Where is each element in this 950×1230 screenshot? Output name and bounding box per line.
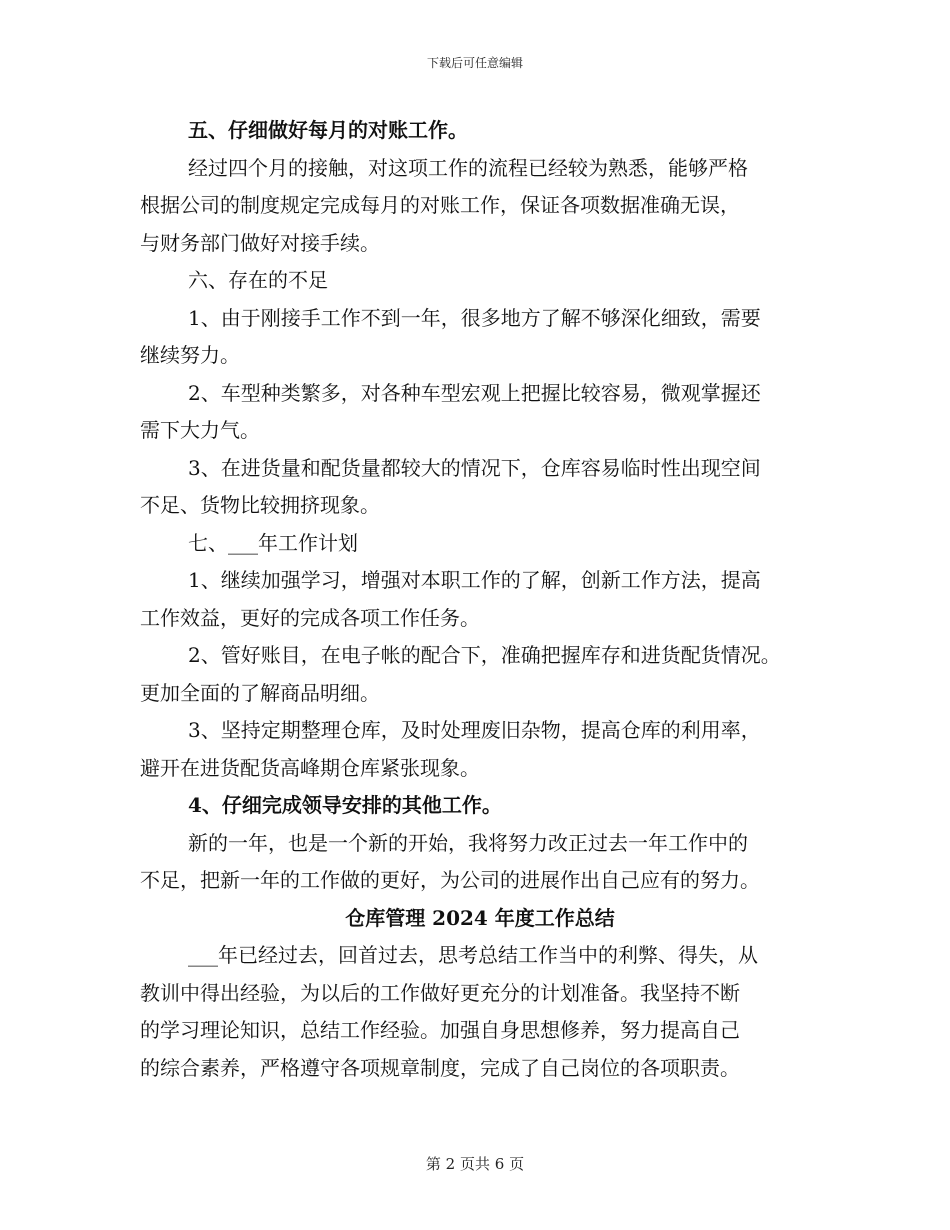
text-line: 继续努力。	[140, 343, 240, 367]
text-line: 工作效益，更好的完成各项工作任务。	[140, 605, 480, 630]
text-line: 教训中得出经验，为以后的工作做好更充分的计划准备。我坚持不断	[140, 980, 740, 1005]
text-line: ___年已经过去，回首过去，思考总结工作当中的利弊、得失，从	[188, 943, 758, 967]
text-line: 2、管好账目，在电子帐的配合下，准确把握库存和进货配货情况。	[188, 643, 781, 667]
section6-item-1	[140, 300, 820, 375]
text-line: 避开在进货配货高峰期仓库紧张现象。	[140, 755, 480, 780]
text-line: 需下大力气。	[140, 418, 260, 442]
text-line: 更加全面的了解商品明细。	[140, 680, 380, 705]
document-title: 仓库管理 2024 年度工作总结	[345, 905, 615, 930]
section6-heading: 六、存在的不足	[188, 268, 328, 292]
text-line: 不足、货物比较拥挤现象。	[140, 493, 380, 517]
text-line: 2、车型种类繁多，对各种车型宏观上把握比较容易，微观掌握还	[188, 380, 761, 405]
section7-item-4: 4、仔细完成领导安排的其他工作。	[188, 793, 502, 817]
document-body	[140, 112, 820, 1087]
section7-heading: 七、___年工作计划	[188, 530, 358, 555]
section7-item-1	[140, 562, 820, 637]
text-line: 与财务部门做好对接手续。	[140, 230, 380, 255]
page-header: 下载后可任意编辑	[426, 56, 523, 70]
closing-paragraph	[140, 825, 820, 900]
section7-item-3	[140, 712, 820, 787]
page-footer: 第 2 页共 6 页	[425, 1155, 525, 1173]
section6-item-3	[140, 450, 820, 525]
text-line: 1、由于刚接手工作不到一年，很多地方了解不够深化细致，需要	[188, 305, 761, 330]
text-line: 的综合素养，严格遵守各项规章制度，完成了自己岗位的各项职责。	[140, 1055, 740, 1080]
section6-item-2	[140, 375, 820, 450]
text-line: 1、继续加强学习，增强对本职工作的了解，创新工作方法，提高	[188, 568, 761, 592]
text-line: 的学习理论知识，总结工作经验。加强自身思想修养，努力提高自己	[140, 1018, 740, 1042]
text-line: 根据公司的制度规定完成每月的对账工作，保证各项数据准确无误，	[140, 193, 740, 217]
text-line: 经过四个月的接触，对这项工作的流程已经较为熟悉，能够严格	[188, 155, 748, 180]
section5-paragraph	[140, 150, 820, 263]
intro-paragraph	[140, 937, 820, 1087]
text-line: 3、在进货量和配货量都较大的情况下，仓库容易临时性出现空间	[188, 455, 761, 480]
text-line: 新的一年，也是一个新的开始，我将努力改正过去一年工作中的	[188, 830, 748, 855]
text-line: 不足，把新一年的工作做的更好，为公司的进展作出自己应有的努力。	[140, 868, 760, 892]
section5-heading: 五、仔细做好每月的对账工作。	[188, 118, 468, 142]
section7-item-2	[140, 637, 820, 712]
text-line: 3、坚持定期整理仓库，及时处理废旧杂物，提高仓库的利用率，	[188, 718, 761, 742]
